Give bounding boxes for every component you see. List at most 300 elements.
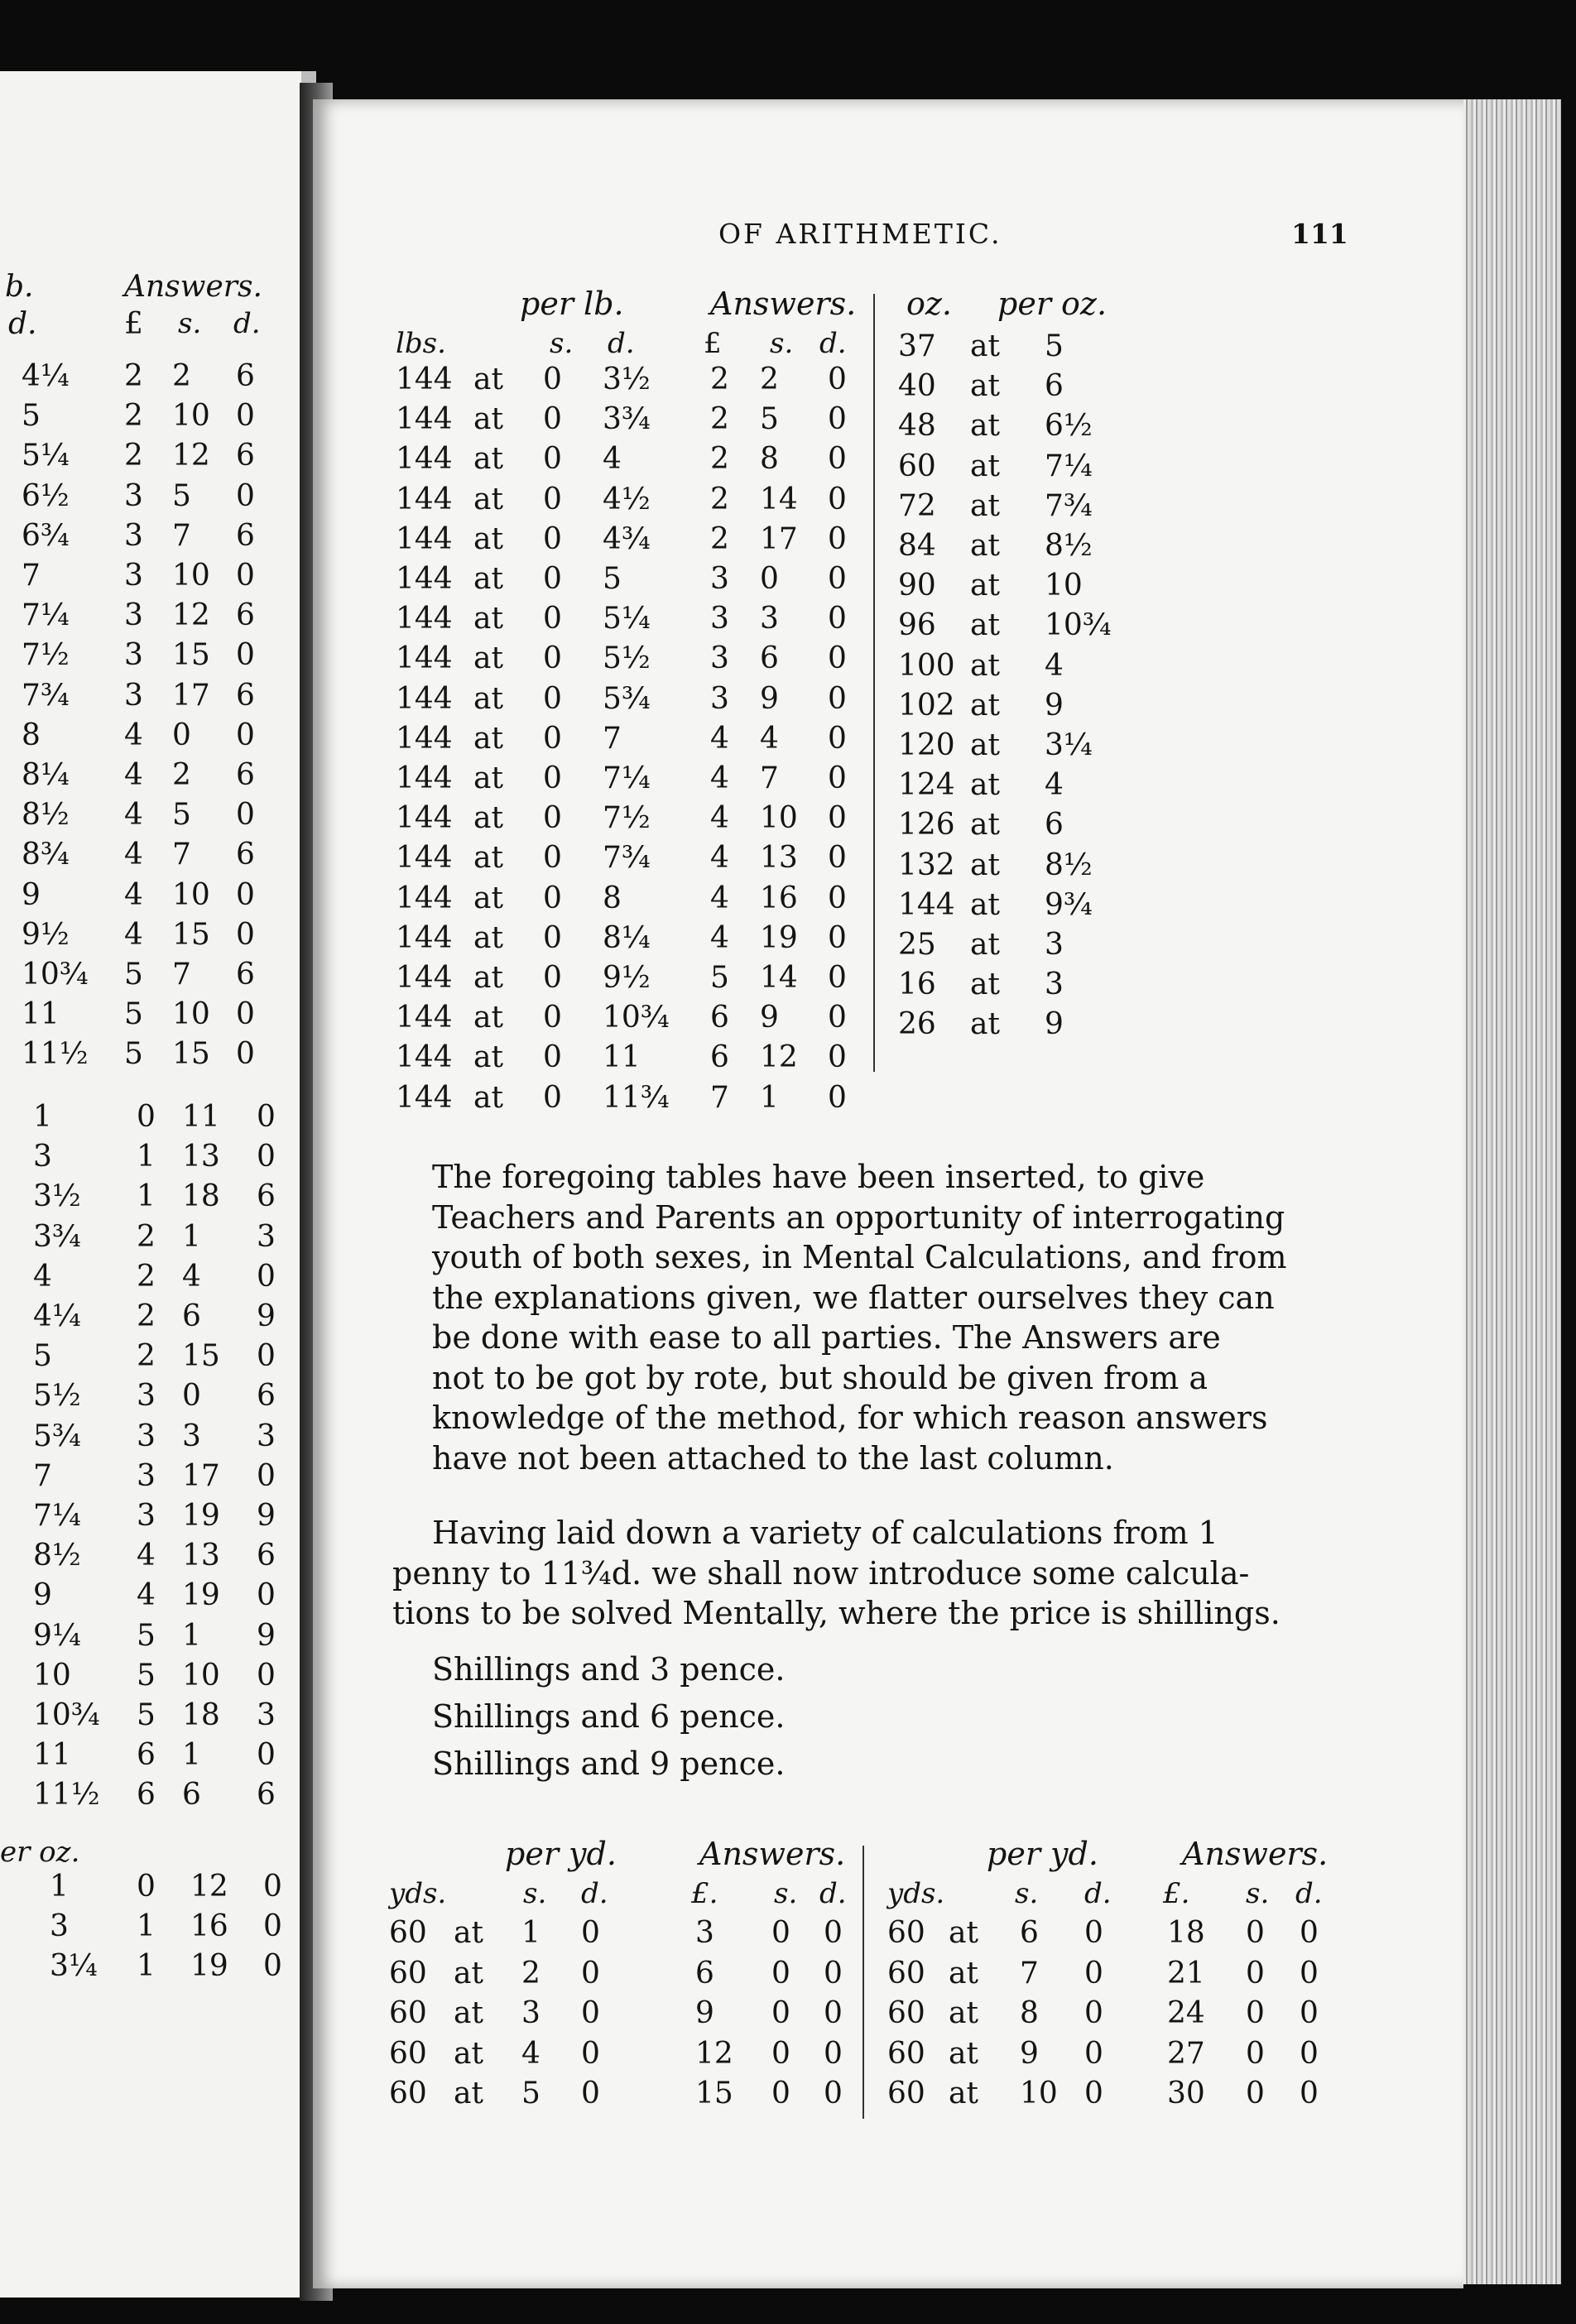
t1-row-cell: 5 — [603, 562, 622, 596]
t1-row-cell: 0 — [543, 761, 562, 795]
t1-row-cell: 7 — [760, 761, 779, 795]
t4-header-pound: £. — [1163, 1877, 1190, 1910]
t1-row-cell: 3 — [710, 562, 729, 596]
t4-row-cell: 0 — [1246, 1916, 1265, 1950]
left-header-s: s. — [178, 307, 202, 340]
t1-row-cell: 0 — [828, 841, 847, 876]
left-row-cell: 5¼ — [22, 439, 70, 473]
t3-row-cell: 5 — [521, 2077, 541, 2110]
left-header-b: b. — [5, 270, 34, 304]
t1-row-cell: 144 — [396, 961, 453, 995]
left-row-cell: 9¼ — [33, 1618, 81, 1653]
t1-row-cell: 2 — [710, 521, 729, 556]
t1-row-cell: 144 — [396, 681, 453, 716]
t2-row-cell: 37 — [898, 329, 936, 363]
t1-row-cell: 11¾ — [603, 1080, 670, 1115]
t1-row-cell: 11 — [603, 1040, 641, 1075]
t2-header-per-oz: per oz. — [997, 286, 1108, 322]
t2-row-cell: 120 — [898, 728, 955, 762]
t1-row-cell: 0 — [828, 521, 847, 556]
t1-header-ans-d: d. — [819, 327, 847, 360]
t4-row-cell: 18 — [1167, 1916, 1205, 1950]
left-row-cell: 0 — [257, 1140, 276, 1174]
t2-row-cell: 16 — [898, 968, 936, 1002]
t1-row-cell: 6 — [760, 641, 779, 676]
t2-row-cell: 6 — [1045, 808, 1064, 843]
t1-row-cell: at — [473, 641, 503, 676]
t4-header-s: s. — [1015, 1877, 1039, 1910]
t2-row-cell: at — [970, 329, 1000, 363]
t3-row-cell: 0 — [824, 1916, 843, 1950]
t4-row-cell: 0 — [1084, 1956, 1103, 1990]
t1-row-cell: 144 — [396, 920, 453, 955]
t3-row-cell: 12 — [695, 2036, 733, 2071]
t1-row-cell: 4¾ — [603, 521, 651, 556]
left-row-cell: 3 — [137, 1379, 156, 1414]
left-row-cell: 10 — [172, 559, 210, 593]
t1-row-cell: at — [473, 881, 503, 915]
left-row-cell: 4 — [124, 718, 143, 752]
left-row-cell: 12 — [172, 598, 210, 633]
t1-row-cell: 0 — [828, 801, 847, 836]
t1-row-cell: 10 — [760, 801, 798, 836]
left-row-cell: 17 — [172, 678, 210, 713]
t1-row-cell: at — [473, 363, 503, 396]
t2-row-cell: 8½ — [1045, 847, 1093, 882]
t3-row-cell: 2 — [521, 1956, 541, 1990]
running-head: OF ARITHMETIC. — [718, 218, 1002, 250]
t1-row-cell: 0 — [543, 641, 562, 676]
t4-row-cell: 0 — [1246, 1996, 1265, 2030]
left-row-cell: 3 — [124, 518, 143, 553]
t1-row-cell: 144 — [396, 801, 453, 836]
left-row-cell: 5½ — [33, 1379, 81, 1414]
left-row-cell: 5 — [137, 1658, 156, 1693]
t1-row-cell: 0 — [543, 961, 562, 995]
t1-row-cell: 0 — [543, 363, 562, 396]
t1-row-cell: 0 — [543, 841, 562, 876]
left-row-cell: 4 — [137, 1539, 156, 1573]
left-row-cell: 3¼ — [50, 1949, 98, 1984]
t2-row-cell: at — [970, 768, 1000, 803]
t1-row-cell: 144 — [396, 602, 453, 636]
t2-row-cell: 6 — [1045, 369, 1064, 404]
t2-row-cell: 84 — [898, 529, 936, 563]
left-row-cell: 4 — [182, 1259, 201, 1294]
t4-row-cell: 0 — [1084, 1916, 1103, 1950]
left-row-cell: 11 — [182, 1100, 220, 1134]
t1-row-cell: 4 — [710, 801, 729, 836]
t3-header-ans-d: d. — [819, 1877, 847, 1910]
t1-row-cell: 0 — [828, 602, 847, 636]
t3-header-yds: yds. — [389, 1877, 447, 1910]
t1-row-cell: 0 — [543, 442, 562, 477]
left-row-cell: 8¾ — [22, 838, 70, 872]
left-row-cell: 0 — [257, 1458, 276, 1493]
left-row-cell: 0 — [236, 559, 255, 593]
left-row-cell: 0 — [263, 1909, 282, 1944]
t4-row-cell: 10 — [1020, 2077, 1058, 2110]
t1-row-cell: 4½ — [603, 482, 651, 516]
t1-row-cell: at — [473, 841, 503, 876]
t1-row-cell: 0 — [543, 801, 562, 836]
t1-row-cell: 0 — [543, 1080, 562, 1115]
t3-row-cell: 60 — [389, 2036, 427, 2071]
left-row-cell: 1 — [137, 1949, 156, 1984]
t2-row-cell: at — [970, 449, 1000, 483]
t2-row-cell: 5 — [1045, 329, 1064, 363]
t3-header-answers: Answers. — [699, 1836, 846, 1872]
t1-row-cell: 3½ — [603, 363, 651, 396]
t2-row-cell: 3 — [1045, 968, 1064, 1002]
t1-row-cell: 14 — [760, 961, 798, 995]
t1-row-cell: 8 — [603, 881, 622, 915]
t3-row-cell: 0 — [824, 1996, 843, 2030]
t1-row-cell: 9½ — [603, 961, 651, 995]
t3-row-cell: 0 — [771, 2077, 790, 2110]
t1-row-cell: 6 — [710, 1001, 729, 1035]
t1-row-cell: 16 — [760, 881, 798, 915]
t1-row-cell: 0 — [828, 562, 847, 596]
t1-row-cell: 6 — [710, 1040, 729, 1075]
left-row-cell: 2 — [137, 1259, 156, 1294]
t3-header-ans-s: s. — [774, 1877, 798, 1910]
t3-row-cell: 0 — [771, 2036, 790, 2071]
t3-row-cell: at — [454, 2077, 483, 2110]
t1-row-cell: 3¾ — [603, 402, 651, 437]
t2-row-cell: 48 — [898, 409, 936, 444]
t1-row-cell: 0 — [828, 1040, 847, 1075]
left-row-cell: 11 — [22, 997, 60, 1032]
left-row-cell: 3 — [257, 1419, 276, 1453]
t4-row-cell: 8 — [1020, 1996, 1039, 2030]
t1-row-cell: at — [473, 801, 503, 836]
t2-row-cell: at — [970, 409, 1000, 444]
t1-row-cell: 3 — [760, 602, 779, 636]
left-row-cell: 11 — [33, 1738, 71, 1773]
left-row-cell: 4 — [137, 1578, 156, 1613]
t3-row-cell: 60 — [389, 1956, 427, 1990]
t4-row-cell: 0 — [1246, 2036, 1265, 2071]
left-row-cell: 3 — [124, 638, 143, 673]
left-row-cell: 7¼ — [22, 598, 70, 633]
left-row-cell: 6 — [257, 1379, 276, 1414]
t2-row-cell: 90 — [898, 569, 936, 603]
t1-row-cell: 0 — [828, 881, 847, 915]
t4-row-cell: 6 — [1020, 1916, 1039, 1950]
t2-row-cell: 100 — [898, 648, 955, 683]
t1-row-cell: 0 — [543, 1001, 562, 1035]
left-row-cell: 5¾ — [33, 1419, 81, 1453]
t3-row-cell: 0 — [771, 1916, 790, 1950]
paragraph-line: be done with ease to all parties. The Answers are — [432, 1319, 1221, 1356]
t1-row-cell: 3 — [710, 681, 729, 716]
left-row-cell: 4 — [124, 877, 143, 912]
t1-row-cell: 5¾ — [603, 681, 651, 716]
left-row-cell: 0 — [182, 1379, 201, 1414]
t1-row-cell: 4 — [710, 881, 729, 915]
t1-row-cell: 7¾ — [603, 841, 651, 876]
left-row-cell: 9 — [257, 1499, 276, 1533]
t4-header-d: d. — [1084, 1877, 1112, 1910]
left-row-cell: 0 — [257, 1658, 276, 1693]
left-row-cell: 13 — [182, 1539, 220, 1573]
t3-row-cell: 6 — [695, 1956, 714, 1990]
left-row-cell: 6 — [257, 1778, 276, 1813]
left-row-cell: 9 — [257, 1299, 276, 1333]
left-row-cell: 0 — [263, 1949, 282, 1984]
left-row-cell: 8¼ — [22, 758, 70, 792]
left-row-cell: 4 — [33, 1259, 52, 1294]
t1-row-cell: 2 — [710, 482, 729, 516]
t4-row-cell: 0 — [1300, 2036, 1319, 2071]
t1-row-cell: 0 — [828, 721, 847, 756]
t3-row-cell: 60 — [389, 1916, 427, 1950]
t1-row-cell: 144 — [396, 402, 453, 437]
t1-row-cell: 144 — [396, 721, 453, 756]
t1-row-cell: 0 — [828, 442, 847, 477]
t4-row-cell: at — [949, 1916, 978, 1950]
t1-row-cell: 0 — [828, 402, 847, 437]
t4-row-cell: 0 — [1300, 1916, 1319, 1950]
t1-row-cell: 144 — [396, 841, 453, 876]
t1-row-cell: 0 — [828, 920, 847, 955]
left-row-cell: 15 — [172, 1037, 210, 1072]
t4-row-cell: 60 — [887, 1996, 925, 2030]
left-row-cell: 0 — [236, 478, 255, 513]
t1-header-lbs: lbs. — [396, 327, 446, 360]
t1-row-cell: at — [473, 1080, 503, 1115]
t3-row-cell: 0 — [824, 2077, 843, 2110]
t1-row-cell: 0 — [828, 363, 847, 396]
left-row-cell: 0 — [257, 1100, 276, 1134]
left-row-cell: 9 — [33, 1578, 52, 1613]
paragraph-line: penny to 11¾d. we shall now introduce some calcula- — [392, 1554, 1250, 1592]
left-row-cell: 4 — [124, 838, 143, 872]
left-row-cell: 7½ — [22, 638, 70, 673]
left-row-cell: 2 — [137, 1339, 156, 1374]
left-row-cell: 18 — [182, 1179, 220, 1214]
t2-row-cell: at — [970, 488, 1000, 523]
t2-row-cell: 96 — [898, 608, 936, 643]
t2-row-cell: 25 — [898, 928, 936, 962]
page-number: 111 — [1291, 218, 1348, 250]
t1-header-s: s. — [550, 327, 574, 360]
t1-row-cell: 0 — [828, 761, 847, 795]
left-row-cell: 0 — [236, 798, 255, 833]
left-row-cell: 6 — [257, 1539, 276, 1573]
t2-row-cell: at — [970, 648, 1000, 683]
t3-row-cell: at — [454, 2036, 483, 2071]
t1-row-cell: 0 — [543, 562, 562, 596]
left-header-pound: £ — [124, 307, 143, 341]
t1-row-cell: 4 — [603, 442, 622, 477]
t2-row-cell: 6½ — [1045, 409, 1093, 444]
left-row-cell: 7 — [33, 1458, 52, 1493]
t3-row-cell: 1 — [521, 1916, 541, 1950]
left-row-cell: 1 — [137, 1179, 156, 1214]
left-row-cell: 7 — [22, 559, 41, 593]
t1-row-cell: 4 — [710, 920, 729, 955]
left-page — [0, 71, 316, 2298]
left-row-cell: 10¾ — [22, 958, 89, 992]
left-row-cell: 2 — [124, 439, 143, 473]
t1-row-cell: 144 — [396, 1001, 453, 1035]
t1-row-cell: 2 — [760, 363, 779, 396]
left-row-cell: 3½ — [33, 1179, 81, 1214]
t2-row-cell: 10¾ — [1045, 608, 1112, 643]
t1-row-cell: at — [473, 602, 503, 636]
left-row-cell: 1 — [33, 1100, 52, 1134]
left-row-cell: 8 — [22, 718, 41, 752]
left-row-cell: 18 — [182, 1698, 220, 1732]
t1-row-cell: 144 — [396, 1080, 453, 1115]
left-row-cell: 9 — [257, 1618, 276, 1653]
table-divider-bottom — [862, 1846, 864, 2119]
t1-row-cell: 0 — [543, 721, 562, 756]
t4-header-ans-d: d. — [1295, 1877, 1323, 1910]
left-row-cell: 6 — [137, 1738, 156, 1773]
t1-row-cell: 8¼ — [603, 920, 651, 955]
t4-header-ans-s: s. — [1246, 1877, 1270, 1910]
t1-row-cell: 0 — [543, 482, 562, 516]
shillings-list-item: Shillings and 3 pence. — [432, 1651, 786, 1688]
left-row-cell: 4 — [124, 758, 143, 792]
left-row-cell: 6¾ — [22, 518, 70, 553]
t4-row-cell: 21 — [1167, 1956, 1205, 1990]
t2-row-cell: 4 — [1045, 648, 1064, 683]
t1-row-cell: 0 — [543, 521, 562, 556]
left-row-cell: 15 — [182, 1339, 220, 1374]
left-row-cell: 5 — [124, 958, 143, 992]
left-row-cell: 0 — [236, 1037, 255, 1072]
t1-row-cell: 1 — [760, 1080, 779, 1115]
t2-row-cell: 72 — [898, 488, 936, 523]
t3-row-cell: 0 — [581, 1916, 600, 1950]
t1-row-cell: 7 — [603, 721, 622, 756]
t3-row-cell: at — [454, 1916, 483, 1950]
t3-row-cell: at — [454, 1956, 483, 1990]
paragraph-line: tions to be solved Mentally, where the price is shillings. — [392, 1595, 1280, 1631]
left-row-cell: 6 — [182, 1299, 201, 1333]
t1-row-cell: at — [473, 482, 503, 516]
left-row-cell: 5 — [22, 399, 41, 434]
left-row-cell: 10 — [172, 997, 210, 1032]
t1-row-cell: 0 — [543, 1040, 562, 1075]
paragraph-line: have not been attached to the last column. — [432, 1439, 1114, 1477]
t1-row-cell: 17 — [760, 521, 798, 556]
t1-row-cell: 8 — [760, 442, 779, 477]
left-row-cell: 19 — [190, 1949, 228, 1984]
left-row-cell: 6 — [236, 359, 255, 393]
t2-row-cell: 102 — [898, 688, 955, 723]
left-row-cell: 3 — [33, 1140, 52, 1174]
left-row-cell: 0 — [257, 1578, 276, 1613]
t2-row-cell: 10 — [1045, 569, 1083, 603]
t4-header-yds: yds. — [887, 1877, 945, 1910]
left-row-cell: 3¾ — [33, 1219, 81, 1254]
t3-header-pound: £. — [691, 1877, 718, 1910]
t1-row-cell: 0 — [828, 681, 847, 716]
t1-row-cell: 144 — [396, 562, 453, 596]
left-row-cell: 10¾ — [33, 1698, 100, 1732]
left-row-cell: 12 — [172, 439, 210, 473]
t1-row-cell: 4 — [710, 841, 729, 876]
left-row-cell: 3 — [137, 1419, 156, 1453]
left-row-cell: 6 — [236, 958, 255, 992]
t1-header-d: d. — [608, 327, 635, 360]
t3-row-cell: 3 — [695, 1916, 714, 1950]
t2-row-cell: at — [970, 608, 1000, 643]
t4-row-cell: 0 — [1246, 2077, 1265, 2110]
left-row-cell: 10 — [172, 399, 210, 434]
t4-row-cell: 0 — [1246, 1956, 1265, 1990]
t2-row-cell: 3¼ — [1045, 728, 1093, 762]
left-row-cell: 16 — [190, 1909, 228, 1944]
t2-row-cell: 7¼ — [1045, 449, 1093, 483]
t2-row-cell: 7¾ — [1045, 488, 1093, 523]
left-row-cell: 6 — [236, 838, 255, 872]
left-row-cell: 9½ — [22, 917, 70, 952]
t1-row-cell: 144 — [396, 1040, 453, 1075]
t3-row-cell: 0 — [581, 1996, 600, 2030]
t3-header-d: d. — [581, 1877, 608, 1910]
t3-row-cell: 0 — [581, 1956, 600, 1990]
t1-row-cell: 4 — [710, 761, 729, 795]
left-row-cell: 4¼ — [22, 359, 70, 393]
left-row-cell: 15 — [172, 638, 210, 673]
page-edge — [1463, 99, 1561, 2284]
left-row-cell: 4 — [124, 917, 143, 952]
t4-row-cell: 0 — [1300, 1996, 1319, 2030]
t1-row-cell: 2 — [710, 363, 729, 396]
left-row-cell: 15 — [172, 917, 210, 952]
t1-row-cell: 5½ — [603, 641, 651, 676]
left-row-cell: 6 — [182, 1778, 201, 1813]
left-row-cell: 0 — [137, 1100, 156, 1134]
left-row-cell: 1 — [182, 1618, 201, 1653]
t1-row-cell: 3 — [710, 602, 729, 636]
left-row-cell: 9 — [22, 877, 41, 912]
t1-row-cell: 4 — [710, 721, 729, 756]
left-row-cell: 10 — [182, 1658, 220, 1693]
t1-row-cell: at — [473, 521, 503, 556]
paragraph-line: The foregoing tables have been inserted, to give — [432, 1159, 1205, 1195]
t1-row-cell: 144 — [396, 521, 453, 556]
t2-row-cell: 9¾ — [1045, 887, 1093, 922]
left-row-cell: 1 — [137, 1909, 156, 1944]
left-header-ad: d. — [233, 307, 261, 340]
t2-row-cell: at — [970, 1007, 1000, 1042]
t1-row-cell: at — [473, 721, 503, 756]
left-row-cell: 3 — [124, 598, 143, 633]
left-row-cell: 17 — [182, 1458, 220, 1493]
t2-row-cell: at — [970, 688, 1000, 723]
t1-row-cell: 14 — [760, 482, 798, 516]
t1-row-cell: 2 — [710, 442, 729, 477]
t1-row-cell: at — [473, 961, 503, 995]
t4-header-answers: Answers. — [1182, 1836, 1329, 1872]
t1-row-cell: 144 — [396, 482, 453, 516]
left-row-cell: 3 — [137, 1499, 156, 1533]
left-row-cell: 3 — [124, 559, 143, 593]
t1-row-cell: 12 — [760, 1040, 798, 1075]
t2-row-cell: 132 — [898, 847, 955, 882]
left-row-cell: 7¾ — [22, 678, 70, 713]
left-header-d: d. — [8, 307, 37, 341]
left-row-cell: 7¼ — [33, 1499, 81, 1533]
t1-row-cell: 0 — [543, 920, 562, 955]
